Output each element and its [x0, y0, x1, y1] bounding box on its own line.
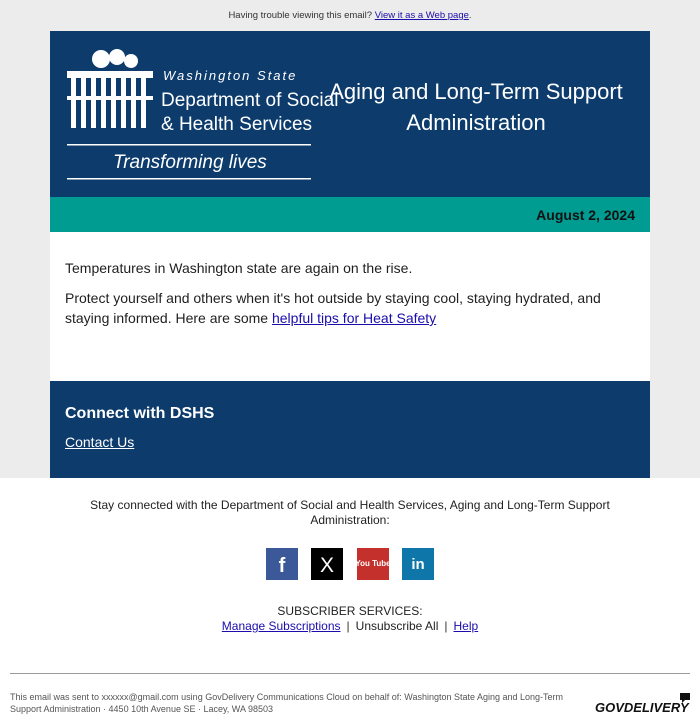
date-band [50, 197, 650, 232]
x-twitter-icon[interactable] [311, 548, 343, 580]
view-online-bar [0, 0, 700, 31]
view-online-text: Having trouble viewing this email? View it as a Web page. [228, 10, 472, 21]
svg-text:in: in [411, 556, 425, 573]
email-body [50, 232, 650, 381]
footer-intro: Stay connected with the Department of Social and Health Services, Aging and Long-Term Support Administration: [90, 498, 610, 527]
svg-text:You Tube: You Tube [355, 559, 391, 568]
youtube-icon[interactable] [357, 548, 389, 580]
logo-tagline: Transforming lives [113, 152, 267, 173]
footer-divider [10, 673, 690, 674]
svg-text:GOVDELIVERY: GOVDELIVERY [595, 700, 689, 715]
svg-text:X: X [319, 554, 335, 577]
legal-notice: This email was sent to xxxxxx@gmail.com using GovDelivery Communications Cloud on behalf of: Washington State Aging and Long-Term Support Administration · 4450 10th Avenue SE · Lacey, WA 98503 [10, 692, 564, 714]
logo-dept-line2: & Health Services [161, 114, 313, 135]
unsubscribe-all-text: Unsubscribe All [355, 619, 439, 633]
logo-state: Washington State [163, 68, 298, 83]
body-paragraph-1: Temperatures in Washington state are again on the rise. [65, 260, 413, 276]
govdelivery-logo [595, 692, 691, 718]
issue-date: August 2, 2024 [536, 207, 635, 223]
svg-text:f: f [278, 555, 286, 577]
connect-title: Connect with DSHS [65, 405, 215, 422]
contact-us-link[interactable]: Contact Us [65, 434, 135, 450]
heat-safety-link[interactable]: helpful tips for Heat Safety [271, 310, 437, 326]
help-link[interactable]: Help [453, 619, 479, 633]
logo-dept-line1: Department of Social [161, 90, 339, 111]
subscriber-links: Manage Subscriptions | Unsubscribe All | Help [221, 619, 479, 633]
manage-subscriptions-link[interactable]: Manage Subscriptions [221, 619, 341, 633]
linkedin-icon[interactable] [402, 548, 434, 580]
agency-title: Aging and Long-Term Support Administration [329, 79, 623, 135]
facebook-icon[interactable] [266, 548, 298, 580]
subscriber-services-title: SUBSCRIBER SERVICES: [277, 604, 423, 618]
view-web-page-link[interactable]: View it as a Web page [374, 10, 469, 21]
connect-section [50, 381, 650, 478]
family-figures-icon [67, 49, 153, 128]
body-paragraph-2: Protect yourself and others when it's hot outside by staying cool, staying hydrated, and staying informed. Here are some helpful tips for Heat Safety [65, 290, 601, 326]
dshs-logo [65, 44, 339, 184]
email-header [50, 31, 650, 197]
